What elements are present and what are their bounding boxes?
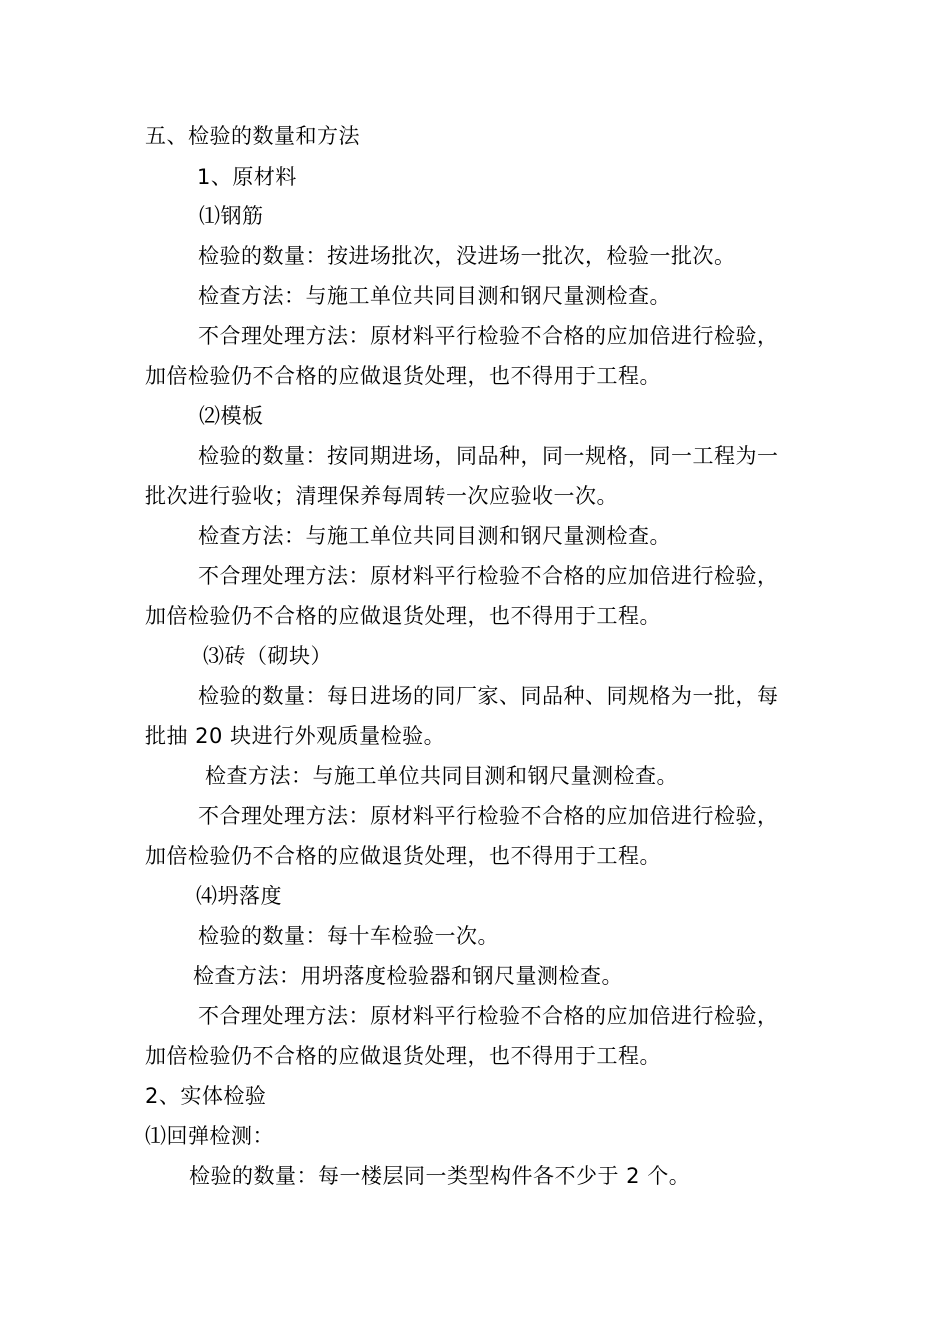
paragraph-line: 检查方法：与施工单位共同目测和钢尺量测检查。 <box>205 764 678 788</box>
paragraph-line: 加倍检验仍不合格的应做退货处理，也不得用于工程。 <box>145 1044 661 1068</box>
paragraph-line: 加倍检验仍不合格的应做退货处理，也不得用于工程。 <box>145 604 661 628</box>
item-title-brick: ⑶砖（砌块） <box>203 644 332 668</box>
item-title-rebound: ⑴回弹检测： <box>145 1124 274 1148</box>
paragraph-line: 批抽 20 块进行外观质量检验。 <box>145 724 446 748</box>
subsection-heading-raw-materials: 1、原材料 <box>197 165 297 189</box>
paragraph-line: 不合理处理方法：原材料平行检验不合格的应加倍进行检验， <box>198 804 779 828</box>
paragraph-line: 检验的数量：每一楼层同一类型构件各不少于 2 个。 <box>189 1164 691 1188</box>
paragraph-line: 检验的数量：按同期进场，同品种，同一规格，同一工程为一 <box>198 444 779 468</box>
item-title-formwork: ⑵模板 <box>199 404 264 428</box>
section-heading: 五、检验的数量和方法 <box>145 124 360 148</box>
paragraph-line: 检查方法：用坍落度检验器和钢尺量测检查。 <box>193 964 623 988</box>
paragraph-line: 不合理处理方法：原材料平行检验不合格的应加倍进行检验， <box>198 324 779 348</box>
paragraph-line: 检验的数量：按进场批次，没进场一批次，检验一批次。 <box>198 244 736 268</box>
paragraph-line: 加倍检验仍不合格的应做退货处理，也不得用于工程。 <box>145 364 661 388</box>
subsection-heading-physical-inspection: 2、实体检验 <box>145 1084 267 1108</box>
paragraph-line: 加倍检验仍不合格的应做退货处理，也不得用于工程。 <box>145 844 661 868</box>
paragraph-line: 检查方法：与施工单位共同目测和钢尺量测检查。 <box>198 284 671 308</box>
item-title-slump: ⑷坍落度 <box>196 884 282 908</box>
paragraph-line: 不合理处理方法：原材料平行检验不合格的应加倍进行检验， <box>198 564 779 588</box>
paragraph-line: 不合理处理方法：原材料平行检验不合格的应加倍进行检验， <box>198 1004 779 1028</box>
paragraph-line: 检查方法：与施工单位共同目测和钢尺量测检查。 <box>198 524 671 548</box>
paragraph-line: 检验的数量：每日进场的同厂家、同品种、同规格为一批，每 <box>198 684 779 708</box>
item-title-steel: ⑴钢筋 <box>199 204 264 228</box>
paragraph-line: 批次进行验收；清理保养每周转一次应验收一次。 <box>145 484 618 508</box>
paragraph-line: 检验的数量：每十车检验一次。 <box>198 924 499 948</box>
